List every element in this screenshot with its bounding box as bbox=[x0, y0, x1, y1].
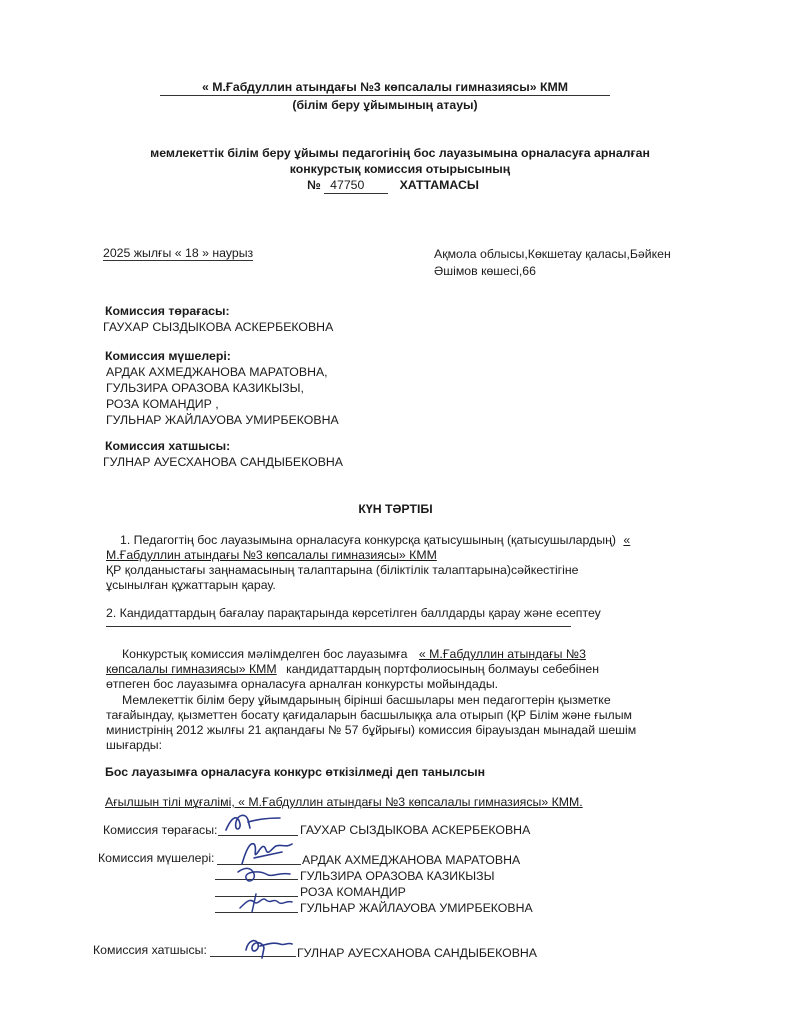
address-line-2: Әшімов көшесі,66 bbox=[434, 264, 536, 278]
agenda-divider bbox=[106, 626, 571, 627]
protocol-number: 47750 bbox=[324, 177, 388, 194]
org-name bbox=[160, 80, 610, 96]
body-p2-line-1: Мемлекеттік білім беру ұйымдарының бірінші басшылары мен педагогтерін қызметке bbox=[122, 693, 611, 707]
sig-chair-name: ГАУХАР СЫЗДЫКОВА АСКЕРБЕКОВНА bbox=[300, 823, 531, 837]
agenda-item-1-line-1 bbox=[120, 532, 630, 548]
chair-signature-icon bbox=[222, 810, 284, 836]
sig-member-name: ГУЛЬНАР ЖАЙЛАУОВА УМИРБЕКОВНА bbox=[300, 901, 533, 915]
title-line-2: конкурстық комиссия отырысының bbox=[289, 162, 511, 176]
decision-heading: Бос лауазымға орналасуға конкурс өткізілмеді деп танылсын bbox=[105, 765, 486, 779]
member-signature-3-icon bbox=[236, 890, 296, 916]
agenda-item-1-line-4: ұсынылған құжаттарын қарау. bbox=[106, 578, 276, 592]
body-p1-text-2: кандидаттардың портфолиосының болмауы себебінен bbox=[286, 662, 599, 676]
agenda-item-1-org: М.Ғабдуллин атындағы №3 көпсалалы гимназиясы» КММ bbox=[106, 548, 437, 562]
body-p1-line-3: өтпеген бос лауазымға орналасуға арналған конкурсты мойындады. bbox=[106, 677, 499, 691]
agenda-item-1-org-open: « bbox=[623, 533, 631, 547]
agenda-item-1-text: 1. Педагогтің бос лауазымына орналасуға конкурсқа қатысушының (қатысушылардың) bbox=[120, 533, 616, 547]
member-name: АРДАК АХМЕДЖАНОВА МАРАТОВНА, bbox=[106, 365, 328, 379]
sig-secretary-name: ГУЛНАР АУЕСХАНОВА САНДЫБЕКОВНА bbox=[297, 946, 538, 960]
body-p2-line-3: министрінің 2012 жылғы 21 ақпандағы № 57 бұйрығы) комиссия бірауыздан мынадай шешім bbox=[106, 723, 637, 737]
title-number-line bbox=[307, 177, 479, 194]
agenda-item-1-line-3: ҚР қолданыстағы заңнамасының талаптарына (біліктілік талаптарына)сәйкестігіне bbox=[106, 563, 579, 577]
meeting-date: 2025 жылғы « 18 » наурыз bbox=[103, 246, 254, 260]
sig-member-name: АРДАК АХМЕДЖАНОВА МАРАТОВНА bbox=[302, 853, 521, 867]
chair-label: Комиссия төрағасы: bbox=[105, 304, 230, 318]
agenda-item-2: 2. Кандидаттардың бағалау парақтарында көрсетілген баллдарды қарау және есептеу bbox=[106, 606, 601, 620]
member-signature-2-icon bbox=[232, 862, 296, 888]
sig-chair-label: Комиссия төрағасы: bbox=[103, 823, 218, 837]
title-line-1: мемлекеттік білім беру ұйымы педагогінің бос лауазымына орналасуға арналған bbox=[150, 146, 650, 160]
agenda-heading: КҮН ТӘРТІБІ bbox=[358, 502, 433, 516]
secretary-signature-icon bbox=[240, 932, 294, 960]
address-line-1: Ақмола облысы,Көкшетау қаласы,Бәйкен bbox=[434, 247, 671, 261]
sig-members-label: Комиссия мүшелері: bbox=[98, 851, 215, 865]
sig-member-name: ГУЛЬЗИРА ОРАЗОВА КАЗИКЫЗЫ bbox=[300, 869, 495, 883]
members-label: Комиссия мүшелері: bbox=[105, 349, 231, 363]
decision-position: Ағылшын тілі мұғалімі, « М.Ғабдуллин атындағы №3 көпсалалы гимназиясы» КММ. bbox=[105, 795, 583, 809]
body-p1-line-2 bbox=[106, 661, 599, 677]
number-prefix: № bbox=[307, 178, 321, 192]
sig-secretary-label: Комиссия хатшысы: bbox=[93, 943, 207, 957]
chair-name: ГАУХАР СЫЗДЫКОВА АСКЕРБЕКОВНА bbox=[103, 320, 334, 334]
sig-member-name: РОЗА КОМАНДИР bbox=[300, 885, 406, 899]
protocol-word: ХАТТАМАСЫ bbox=[399, 178, 479, 192]
body-p1-org-a: « М.Ғабдуллин атындағы №3 bbox=[418, 647, 586, 661]
body-p1-line-1 bbox=[122, 646, 586, 662]
org-name-text: « М.Ғабдуллин атындағы №3 көпсалалы гимназиясы» КММ bbox=[201, 80, 569, 94]
secretary-label: Комиссия хатшысы: bbox=[105, 439, 231, 453]
body-p1-text: Конкурстық комиссия мәлімделген бос лауазымға bbox=[122, 647, 408, 661]
body-p1-org-b: көпсалалы гимназиясы» КММ bbox=[106, 662, 277, 676]
member-name: ГУЛЬЗИРА ОРАЗОВА КАЗИКЫЗЫ, bbox=[106, 381, 304, 395]
member-name: РОЗА КОМАНДИР , bbox=[106, 397, 219, 411]
body-p2-line-4: шығарды: bbox=[106, 738, 163, 752]
org-caption: (білім беру ұйымының атауы) bbox=[292, 98, 478, 112]
secretary-name: ГУЛНАР АУЕСХАНОВА САНДЫБЕКОВНА bbox=[103, 455, 344, 469]
member-name: ГУЛЬНАР ЖАЙЛАУОВА УМИРБЕКОВНА bbox=[106, 413, 339, 427]
body-p2-line-2: тағайындау, қызметтен босату қағидаларын басшылыққа ала отырып (ҚР Білім және ғылым bbox=[106, 708, 633, 722]
